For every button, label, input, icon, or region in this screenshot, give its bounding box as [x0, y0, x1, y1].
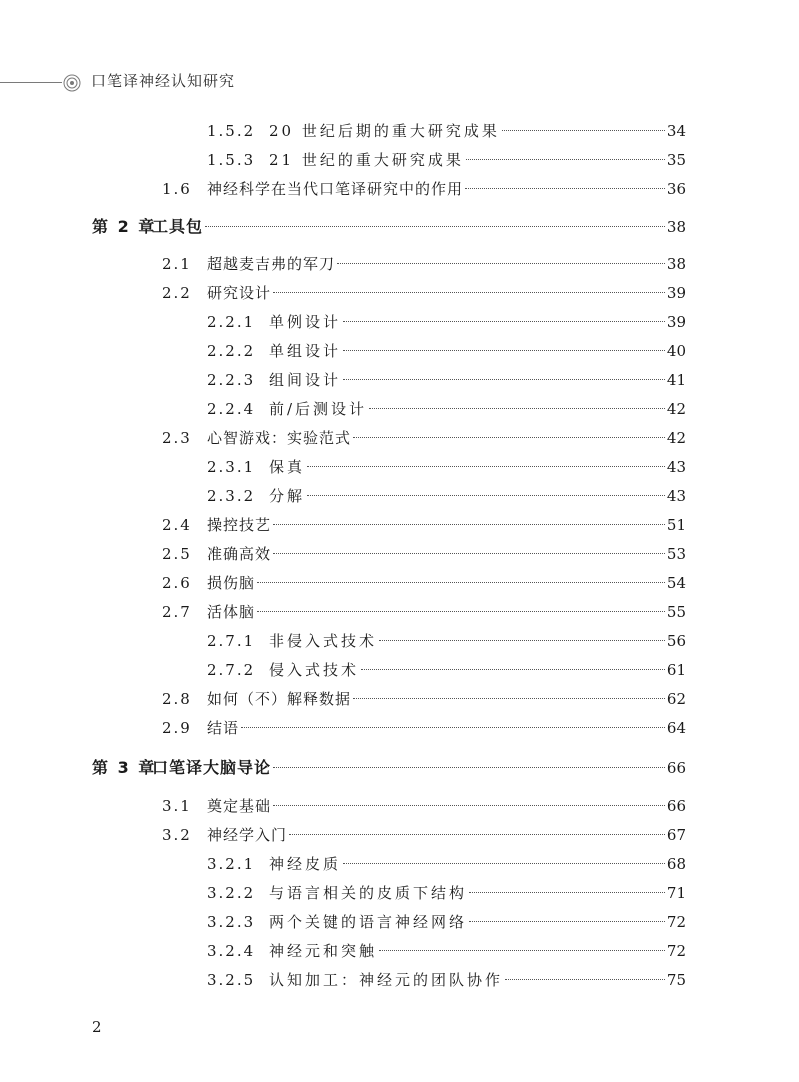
toc-entry-page: 51	[666, 516, 686, 534]
toc-entry-page: 36	[666, 180, 686, 198]
dot-leader	[257, 611, 665, 612]
toc-entry-number: 2.2	[162, 284, 192, 302]
toc-entry-page: 38	[666, 255, 686, 273]
toc-entry-number: 2.3.2	[207, 487, 256, 505]
toc-entry-number: 第 3 章	[92, 758, 157, 777]
dot-leader	[343, 863, 665, 864]
toc-entry[interactable]	[207, 657, 686, 683]
toc-entry-page: 66	[666, 797, 686, 815]
toc-entry-page: 55	[666, 603, 686, 621]
toc-entry-number: 3.2	[162, 826, 192, 844]
toc-entry-title: 前/后测设计	[269, 400, 368, 418]
toc-entry-title: 神经元和突触	[269, 942, 378, 960]
toc-entry-number: 2.4	[162, 516, 192, 534]
dot-leader	[353, 437, 665, 438]
dot-leader	[273, 292, 665, 293]
toc-entry-page: 61	[666, 661, 686, 679]
toc-entry[interactable]	[207, 118, 686, 144]
toc-entry-title: 与语言相关的皮质下结构	[269, 884, 468, 902]
toc-entry-title: 如何（不）解释数据	[207, 690, 352, 708]
toc-entry[interactable]	[162, 599, 686, 625]
toc-entry-page: 72	[666, 942, 686, 960]
dot-leader	[307, 466, 665, 467]
toc-entry-page: 72	[666, 913, 686, 931]
toc-entry-number: 2.2.3	[207, 371, 256, 389]
dot-leader	[353, 698, 665, 699]
toc-entry[interactable]	[207, 938, 686, 964]
dot-leader	[469, 892, 665, 893]
toc-entry-number: 1.5.3	[207, 151, 256, 169]
toc-entry-title: 神经科学在当代口笔译研究中的作用	[207, 180, 464, 198]
circle-ornament-icon	[62, 73, 82, 93]
toc-entry-number: 2.8	[162, 690, 192, 708]
toc-entry-title: 单组设计	[269, 342, 342, 360]
toc-entry-number: 3.2.5	[207, 971, 256, 989]
dot-leader	[505, 979, 665, 980]
toc-entry-title: 操控技艺	[207, 516, 272, 534]
toc-entry-number: 3.2.2	[207, 884, 256, 902]
toc-entry-page: 38	[666, 218, 686, 236]
toc-entry-title: 非侵入式技术	[269, 632, 378, 650]
toc-entry[interactable]	[207, 967, 686, 993]
toc-entry-page: 42	[666, 400, 686, 418]
dot-leader	[273, 553, 665, 554]
toc-entry-title: 神经皮质	[269, 855, 342, 873]
dot-leader	[379, 640, 665, 641]
toc-entry-title: 分解	[269, 487, 306, 505]
toc-entry[interactable]	[162, 251, 686, 277]
toc-entry-number: 2.9	[162, 719, 192, 737]
toc-entry-number: 3.2.3	[207, 913, 256, 931]
toc-entry-page: 53	[666, 545, 686, 563]
page-number: 2	[92, 1018, 102, 1036]
toc-entry[interactable]	[207, 309, 686, 335]
toc-entry-number: 2.6	[162, 574, 192, 592]
toc-entry-title: 单例设计	[269, 313, 342, 331]
toc-entry-title: 损伤脑	[207, 574, 256, 592]
dot-leader	[241, 727, 665, 728]
toc-entry-page: 71	[666, 884, 686, 902]
toc-entry-page: 40	[666, 342, 686, 360]
dot-leader	[361, 669, 665, 670]
toc-entry-number: 2.2.4	[207, 400, 256, 418]
toc-entry-number: 2.7.1	[207, 632, 256, 650]
toc-entry[interactable]	[207, 147, 686, 173]
toc-entry-title: 结语	[207, 719, 240, 737]
toc-entry[interactable]	[162, 793, 686, 819]
toc-entry-page: 39	[666, 313, 686, 331]
toc-entry-page: 66	[666, 759, 686, 777]
toc-entry-page: 64	[666, 719, 686, 737]
toc-entry-number: 3.2.4	[207, 942, 256, 960]
toc-entry[interactable]	[162, 512, 686, 538]
toc-entry-title: 组间设计	[269, 371, 342, 389]
toc-entry-page: 41	[666, 371, 686, 389]
toc-entry-page: 39	[666, 284, 686, 302]
toc-entry[interactable]	[207, 628, 686, 654]
toc-entry-page: 35	[666, 151, 686, 169]
dot-leader	[257, 582, 665, 583]
toc-entry-number: 第 2 章	[92, 217, 157, 236]
toc-entry-title: 21 世纪的重大研究成果	[269, 151, 464, 169]
toc-entry-title: 准确高效	[207, 545, 272, 563]
dot-leader	[379, 950, 665, 951]
dot-leader	[307, 495, 665, 496]
toc-entry-title: 口笔译大脑导论	[152, 758, 272, 777]
toc-entry[interactable]	[207, 851, 686, 877]
toc-entry-number: 2.7	[162, 603, 192, 621]
toc-entry-page: 56	[666, 632, 686, 650]
dot-leader	[343, 321, 665, 322]
toc-entry-number: 2.7.2	[207, 661, 256, 679]
toc-entry[interactable]	[207, 454, 686, 480]
dot-leader	[469, 921, 665, 922]
toc-entry-number: 2.3.1	[207, 458, 256, 476]
dot-leader	[273, 767, 665, 768]
toc-entry-number: 1.5.2	[207, 122, 256, 140]
toc-entry[interactable]	[162, 715, 686, 741]
toc-entry-page: 67	[666, 826, 686, 844]
toc-entry-title: 研究设计	[207, 284, 272, 302]
dot-leader	[343, 350, 665, 351]
toc-chapter-entry[interactable]	[92, 214, 686, 240]
toc-entry[interactable]	[162, 686, 686, 712]
toc-entry-title: 活体脑	[207, 603, 256, 621]
running-header	[0, 64, 799, 100]
toc-entry-number: 2.5	[162, 545, 192, 563]
toc-entry[interactable]	[162, 822, 686, 848]
dot-leader	[273, 524, 665, 525]
toc-entry-page: 54	[666, 574, 686, 592]
toc-entry-title: 神经学入门	[207, 826, 288, 844]
dot-leader	[337, 263, 665, 264]
toc-entry[interactable]	[162, 570, 686, 596]
toc-entry-number: 3.1	[162, 797, 192, 815]
header-rule	[0, 82, 62, 83]
toc-entry[interactable]	[207, 880, 686, 906]
toc-entry-title: 侵入式技术	[269, 661, 360, 679]
toc-entry[interactable]	[207, 338, 686, 364]
dot-leader	[343, 379, 665, 380]
dot-leader	[273, 805, 665, 806]
toc-entry[interactable]	[162, 176, 686, 202]
toc-entry-title: 超越麦吉弗的军刀	[207, 255, 336, 273]
toc-entry-number: 2.2.2	[207, 342, 256, 360]
toc-entry[interactable]	[162, 280, 686, 306]
toc-entry-page: 42	[666, 429, 686, 447]
toc-entry-title: 认知加工：神经元的团队协作	[269, 971, 504, 989]
toc-entry-title: 心智游戏：实验范式	[207, 429, 352, 447]
toc-entry[interactable]	[207, 396, 686, 422]
toc-entry-number: 2.1	[162, 255, 192, 273]
dot-leader	[465, 188, 665, 189]
toc-entry-page: 62	[666, 690, 686, 708]
toc-entry-page: 43	[666, 487, 686, 505]
toc-entry-title: 工具包	[152, 217, 204, 236]
toc-entry[interactable]	[207, 483, 686, 509]
toc-entry-title: 20 世纪后期的重大研究成果	[269, 122, 500, 140]
toc-entry-number: 2.2.1	[207, 313, 256, 331]
toc-entry-number: 2.3	[162, 429, 192, 447]
toc-entry-title: 两个关键的语言神经网络	[269, 913, 468, 931]
dot-leader	[289, 834, 665, 835]
toc-chapter-entry[interactable]	[92, 755, 686, 781]
toc-entry-page: 68	[666, 855, 686, 873]
header-title: 口笔译神经认知研究	[91, 72, 236, 90]
toc-entry-page: 75	[666, 971, 686, 989]
toc-entry-page: 34	[666, 122, 686, 140]
dot-leader	[369, 408, 665, 409]
dot-leader	[205, 226, 665, 227]
toc-entry-page: 43	[666, 458, 686, 476]
dot-leader	[466, 159, 665, 160]
toc-entry-number: 1.6	[162, 180, 192, 198]
dot-leader	[502, 130, 665, 131]
toc-entry-title: 奠定基础	[207, 797, 272, 815]
toc-entry-number: 3.2.1	[207, 855, 256, 873]
toc-entry[interactable]	[207, 367, 686, 393]
toc-entry[interactable]	[207, 909, 686, 935]
toc-entry[interactable]	[162, 425, 686, 451]
toc-entry-title: 保真	[269, 458, 306, 476]
toc-entry[interactable]	[162, 541, 686, 567]
